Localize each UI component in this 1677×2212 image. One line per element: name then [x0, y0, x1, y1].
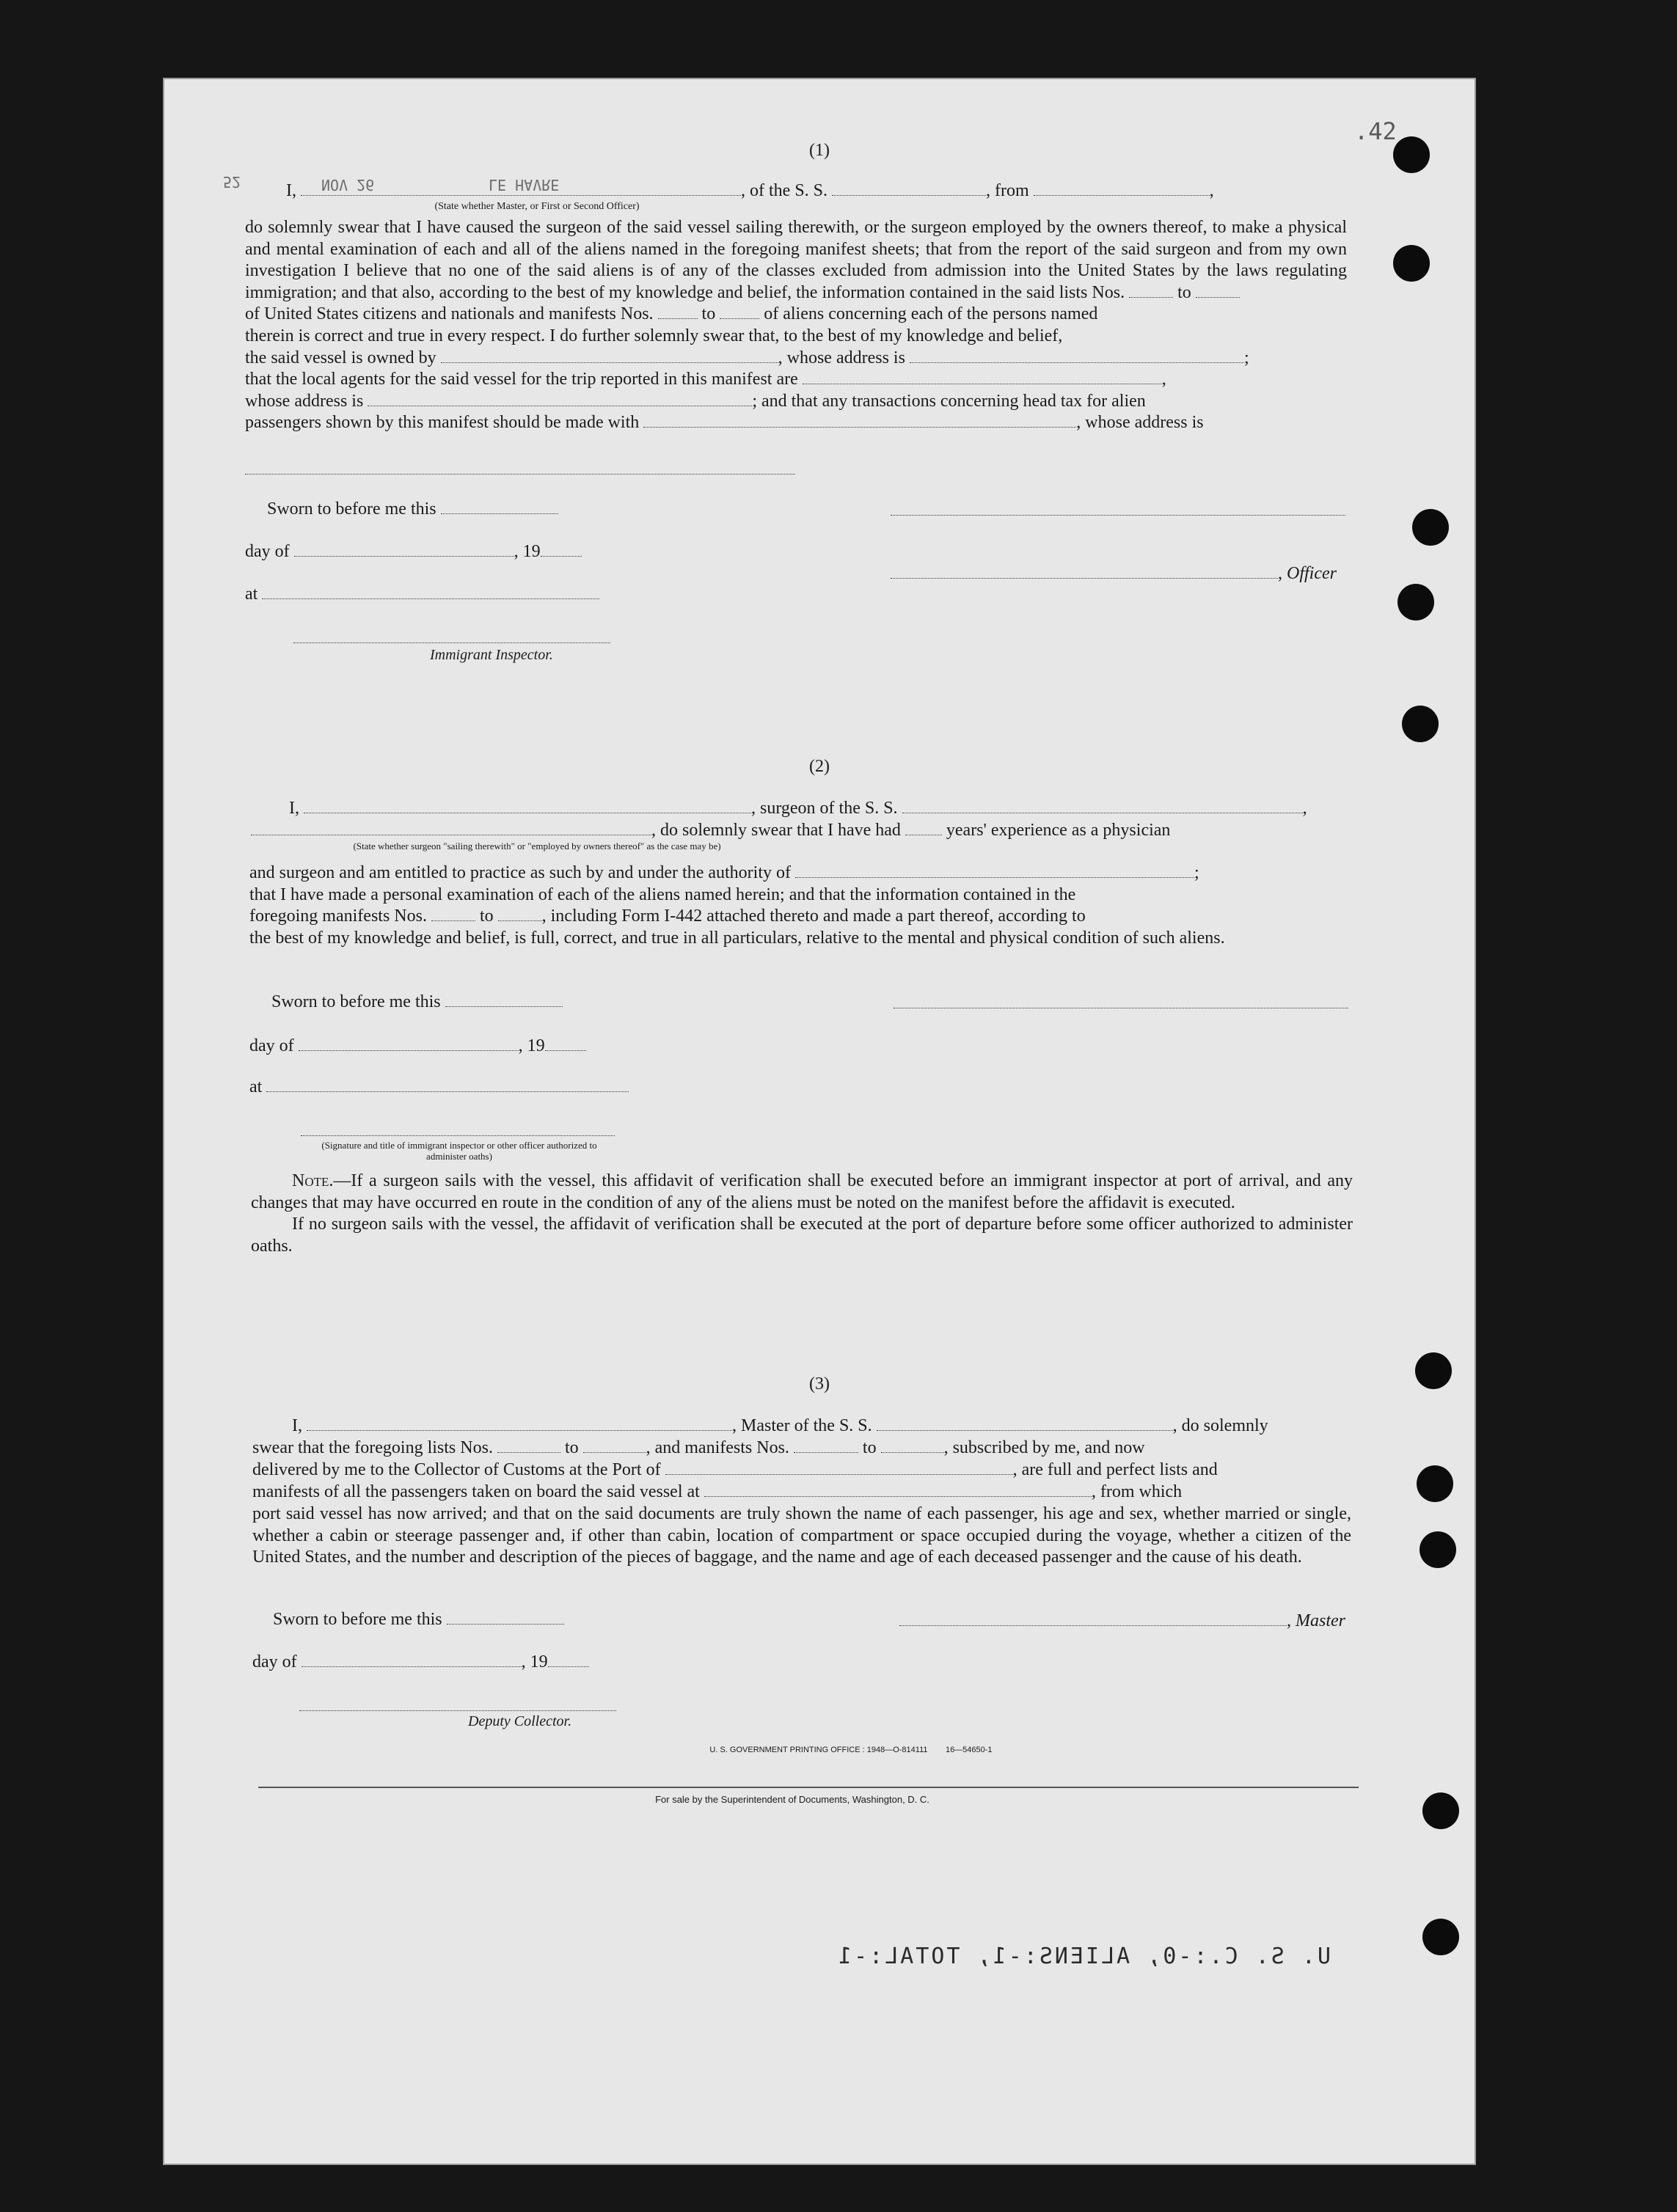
s2-at: at: [249, 1077, 629, 1097]
s2-sworn: Sworn to before me this: [271, 992, 563, 1012]
punch-hole: [1412, 509, 1449, 546]
page-number-mark: .42: [1354, 117, 1397, 145]
punch-hole: [1398, 584, 1434, 620]
s1-officer-signature: , Officer: [891, 563, 1337, 584]
s3-sworn: Sworn to before me this: [273, 1609, 564, 1630]
punch-hole: [1402, 706, 1439, 742]
punch-hole: [1422, 1919, 1459, 1955]
s3-line-3: delivered by me to the Collector of Customs at the Port of , are full and perfect lists and: [252, 1460, 1218, 1479]
punch-hole: [1420, 1531, 1456, 1568]
s3-master-signature: , Master: [899, 1611, 1345, 1631]
manifest-page: [163, 78, 1476, 2165]
punch-hole: [1417, 1465, 1453, 1502]
s1-immigrant-inspector: Immigrant Inspector.: [430, 647, 553, 663]
s1-line-1: I, , of the S. S. , from ,: [286, 181, 1214, 200]
punch-hole: [1393, 245, 1430, 282]
s3-line-2: swear that the foregoing lists Nos. to , and manifests Nos. to , subscribed by me, and now: [252, 1438, 1145, 1457]
line-number-mark: 52: [223, 173, 241, 191]
s1-sworn: Sworn to before me this: [267, 499, 558, 519]
s1-day-of: day of , 19: [245, 541, 582, 562]
section-3-heading: (3): [809, 1374, 830, 1394]
s2-day-of: day of , 19: [249, 1036, 586, 1056]
section-1-heading: (1): [809, 141, 830, 160]
s3-day-of: day of , 19: [252, 1652, 589, 1672]
s3-body: port said vessel has now arrived; and that on the said documents are truly shown the name of each passenger, his age and sex, whether married or single, whether a cabin or steerage passenger and, if other than cabin, location of compartment or space occupied during the voyage, whether a citizen of the United States, and the number and description of the pieces of baggage, and the name and age of each deceased passenger and the cause of his death.: [252, 1504, 1351, 1567]
s2-line-2: , do solemnly swear that I have had years' experience as a physician: [251, 820, 1170, 841]
for-sale-imprint: For sale by the Superintendent of Documents, Washington, D. C.: [655, 1794, 929, 1805]
count-stamp: U. S. C.:-0, ALIENS:-1, TOTAL:-1: [836, 1944, 1331, 1969]
s3-deputy-collector: Deputy Collector.: [468, 1713, 572, 1729]
gpo-imprint: U. S. GOVERNMENT PRINTING OFFICE : 1948—O-814111 16—54650-1: [709, 1746, 993, 1754]
punch-hole: [1422, 1792, 1459, 1829]
s3-line-1: I, , Master of the S. S. , do solemnly: [292, 1416, 1268, 1435]
section-2-heading: (2): [809, 757, 830, 776]
s2-surgeon-caption: (State whether surgeon "sailing therewith" or "employed by owners thereof" as the case may be): [353, 841, 721, 852]
s2-signature-caption: (Signature and title of immigrant inspector or other officer authorized to administer oaths): [321, 1140, 597, 1162]
port-mark: LE HAVRE: [489, 176, 560, 194]
s1-body: do solemnly swear that I have caused the surgeon of the said vessel sailing therewith, or the surgeon employed by the owners thereof, to make a physical and mental examination of each and all of the aliens named in the foregoing manifest sheets; that from the report of the said surgeon and from my own investigation I believe that no one of the said aliens is of any of the classes excluded from admission into the United States by the laws regulating immigration; and that also, according to the best of my knowledge and belief, the information contained in the said lists Nos. to of United States citizens and nationals and manifests Nos. to of aliens concerning each of the persons named therein is correct and true in every respect. I do further solemnly swear that, to the best of my knowledge and belief, the said vessel is owned by , whose address is ; that the local agents for the said vessel for the trip reported in this manifest are , whose address is ; and that any transactions concerning head tax for alien passengers shown by this manifest should be made with , whose address is: [245, 218, 1347, 433]
s2-line-1: I, , surgeon of the S. S. ,: [289, 799, 1307, 818]
date-mark: NOV 26: [321, 176, 375, 194]
s1-at: at: [245, 584, 599, 604]
s1-officer-caption: (State whether Master, or First or Second Officer): [434, 201, 640, 212]
s3-line-4: manifests of all the passengers taken on board the said vessel at , from which: [252, 1482, 1183, 1501]
s2-note: Note.—If a surgeon sails with the vessel, this affidavit of verification shall be executed before an immigrant inspector at port of arrival, and any changes that may have occurred en route in the condition of any of the aliens must be noted on the manifest before the affidavit is executed. If no surgeon sails with the vessel, the affidavit of verification shall be executed at the port of departure before some officer authorized to administer oaths.: [251, 1171, 1353, 1256]
s2-body: and surgeon and am entitled to practice as such by and under the authority of ; that I have made a personal examination of each of the aliens named herein; and that the information contained in the foregoing manifests Nos. to , including Form I-442 attached thereto and made a part thereof, according to the best of my knowledge and belief, is full, correct, and true in all particulars, relative to the mental and physical condition of such aliens.: [249, 863, 1225, 948]
